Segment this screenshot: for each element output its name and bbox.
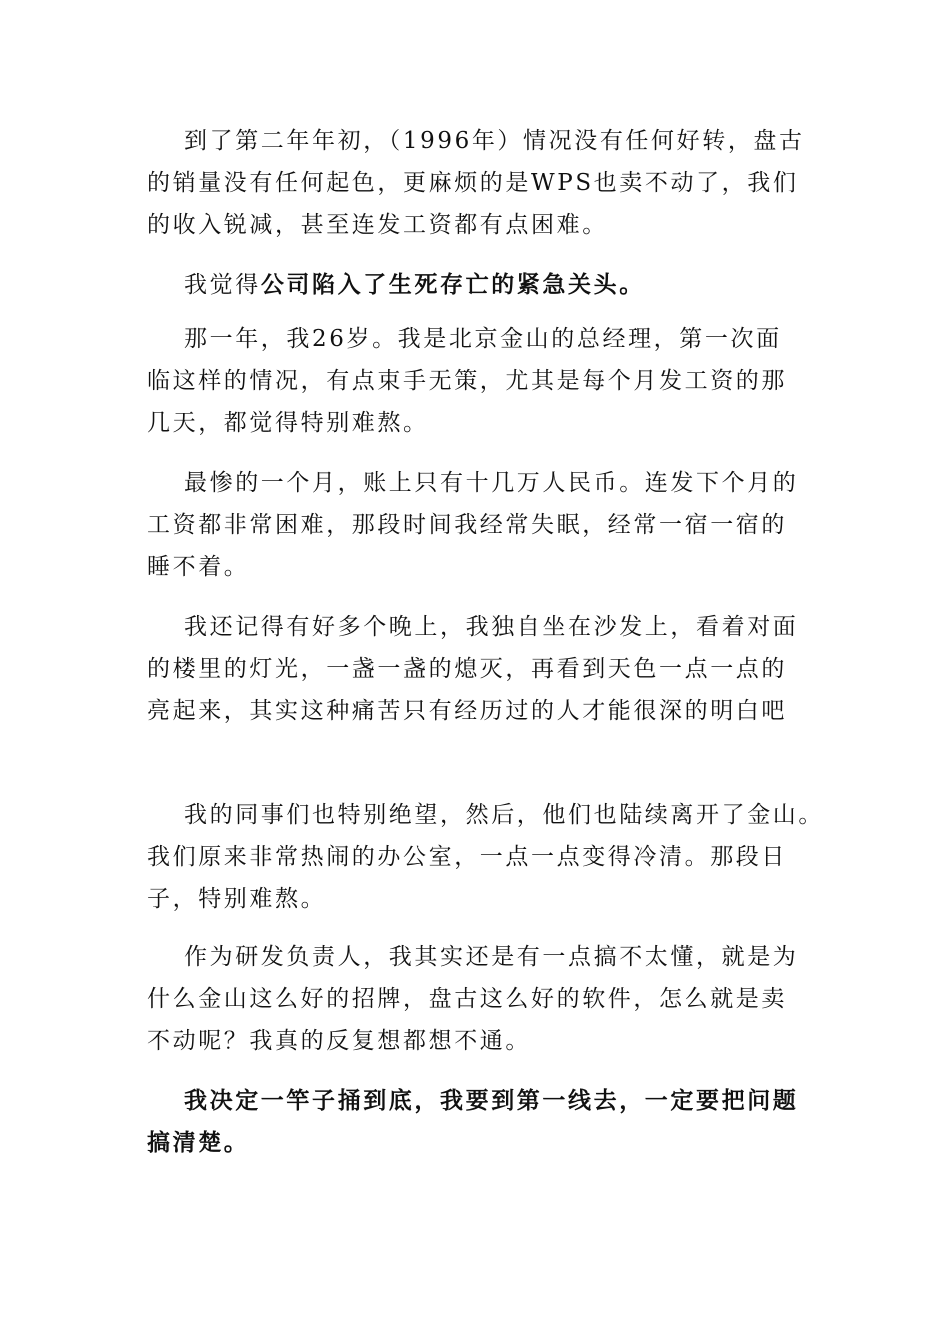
paragraph-2 [147, 264, 807, 306]
paragraph-7: 作为研发负责人，我其实还是有一点搞不太懂，就是为什么金山这么好的招牌，盘古这么好的软件，怎么就是卖不动呢？我真的反复想都想不通。 [147, 944, 799, 1054]
paragraph-6: 我的同事们也特别绝望，然后，他们也陆续离开了金山。我们原来非常热闹的办公室，一点一点变得冷清。那段日子，特别难熬。 [147, 802, 824, 912]
paragraph-5: 我还记得有好多个晚上，我独自坐在沙发上，看着对面的楼里的灯光，一盏一盏的熄灭，再看到天色一点一点的亮起来，其实这种痛苦只有经历过的人才能很深的明白吧 [147, 614, 799, 724]
paragraph-4: 最惨的一个月，账上只有十几万人民币。连发下个月的工资都非常困难，那段时间我经常失眠，经常一宿一宿的睡不着。 [147, 470, 799, 580]
paragraph-2-emphasis: 公司陷入了生死存亡的紧急关头。 [260, 271, 645, 298]
paragraph-8: 我决定一竿子捅到底，我要到第一线去，一定要把问题搞清楚。 [147, 1087, 799, 1156]
paragraph-3: 那一年，我26岁。我是北京金山的总经理，第一次面临这样的情况，有点束手无策，尤其是每个月发工资的那几天，都觉得特别难熬。 [147, 326, 787, 436]
paragraph-1: 到了第二年年初，（1996年）情况没有任何好转，盘古的销量没有任何起色，更麻烦的是WPS也卖不动了，我们的收入锐减，甚至连发工资都有点困难。 [147, 128, 805, 238]
paragraph-2-lead: 我觉得 [184, 272, 261, 298]
